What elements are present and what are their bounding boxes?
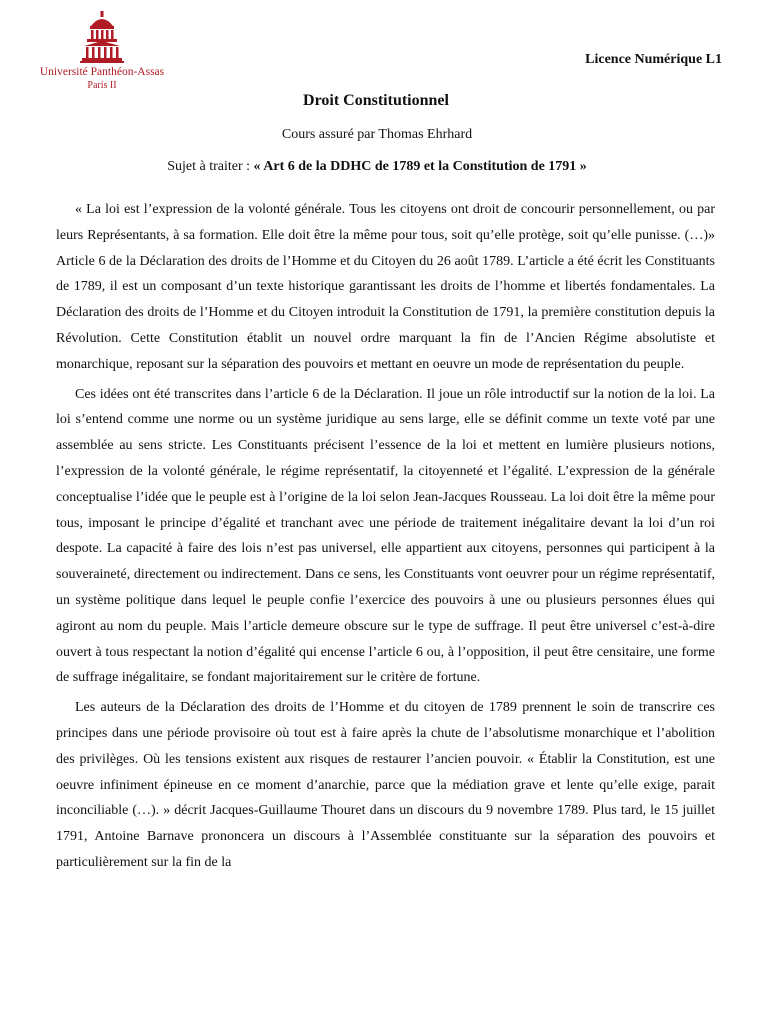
pantheon-icon xyxy=(78,10,126,64)
document-body xyxy=(56,197,715,880)
university-logo xyxy=(36,10,166,90)
subject-title: « Art 6 de la DDHC de 1789 et la Constitution de 1791 » xyxy=(253,159,587,174)
subject-prefix: Sujet à traiter : xyxy=(167,159,254,174)
course-level: Licence Numérique L1 xyxy=(585,52,722,67)
document-title: Droit Constitutionnel xyxy=(303,92,449,109)
paragraph: Les auteurs de la Déclaration des droits de l’Homme et du citoyen de 1789 prennent le soin de transcrire ces principes dans une période provisoire où tout est à faire après la chute de l’absolutisme monarchique et l’abolition des privilèges. Où les tensions existent aux risques de restaurer l’ancien pouvoir. « Établir la Constitution, est une oeuvre infiniment épineuse en ce moment d’anarchie, parce que la médiation grave et lente qu’elle exige, parait inconciliable (…). » décrit Jacques-Guillaume Thouret dans un discours du 9 novembre 1789. Plus tard, le 15 juillet 1791, Antoine Barnave prononcera un discours à l’Assemblée constituante sur la séparation des pouvoirs et particulièrement sur la fin de la xyxy=(56,700,715,870)
university-name: Université Panthéon-Assas xyxy=(39,66,165,78)
paragraph: Ces idées ont été transcrites dans l’article 6 de la Déclaration. Il joue un rôle introductif sur la notion de la loi. La loi s’entend comme une norme ou un système juridique au sens large, elle se définit comme un texte voté par une assemblée au sens stricte. Les Constituants précisent l’essence de la loi et mettent en lumière plusieurs notions, l’expression de la volonté générale, le régime représentatif, la citoyenneté et l’égalité. L’expression de la générale conceptualise l’idée que le peuple est à l’origine de la loi selon Jean-Jacques Rousseau. La loi doit être la même pour tous, imposant le principe d’égalité et tranchant avec une période de traitement inégalitaire devant la loi d’un roi despote. La capacité à faire des lois n’est pas universel, elle appartient aux citoyens, personnes qui participent à la souveraineté, directement ou indirectement. Dans ce sens, les Constituants vont oeuvrer pour un régime représentatif, un système politique dans lequel le peuple confie l’exercice des pouvoirs à une ou plusieurs personnes élues qui agiront au nom du peuple. Mais l’article demeure obscure sur le type de suffrage. Il peut être universel c’est-à-dire ouvert à tous respectant la notion d’égalité qui encense l’article 6 ou, à l’opposition, il peut être censitaire, une forme de suffrage inégalitaire, se fondant majoritairement sur le critère de fortune. xyxy=(56,386,715,686)
paragraph: « La loi est l’expression de la volonté générale. Tous les citoyens ont droit de concourir personnellement, ou par leurs Représentants, à sa formation. Elle doit être la même pour tous, soit qu’elle protège, soit qu’elle punisse. (…)» Article 6 de la Déclaration des droits de l’Homme et du Citoyen du 26 août 1789. L’article a été écrit les Constituants de 1789, il est un composant d’un texte historique garantissant les droits de l’homme et libertés fondamentales. La Déclaration des droits de l’Homme et du Citoyen introduit la Constitution de 1791, la première constitution depuis la Révolution. Cette Constitution établit un nouvel ordre marquant la fin de l’Ancien Régime absolutiste et monarchique, reposant sur la séparation des pouvoirs et mettant en oeuvre un mode de représentation du peuple. xyxy=(56,202,715,372)
course-instructor: Cours assuré par Thomas Ehrhard xyxy=(281,127,473,142)
subject-line xyxy=(0,159,754,175)
university-city: Paris II xyxy=(87,80,117,91)
